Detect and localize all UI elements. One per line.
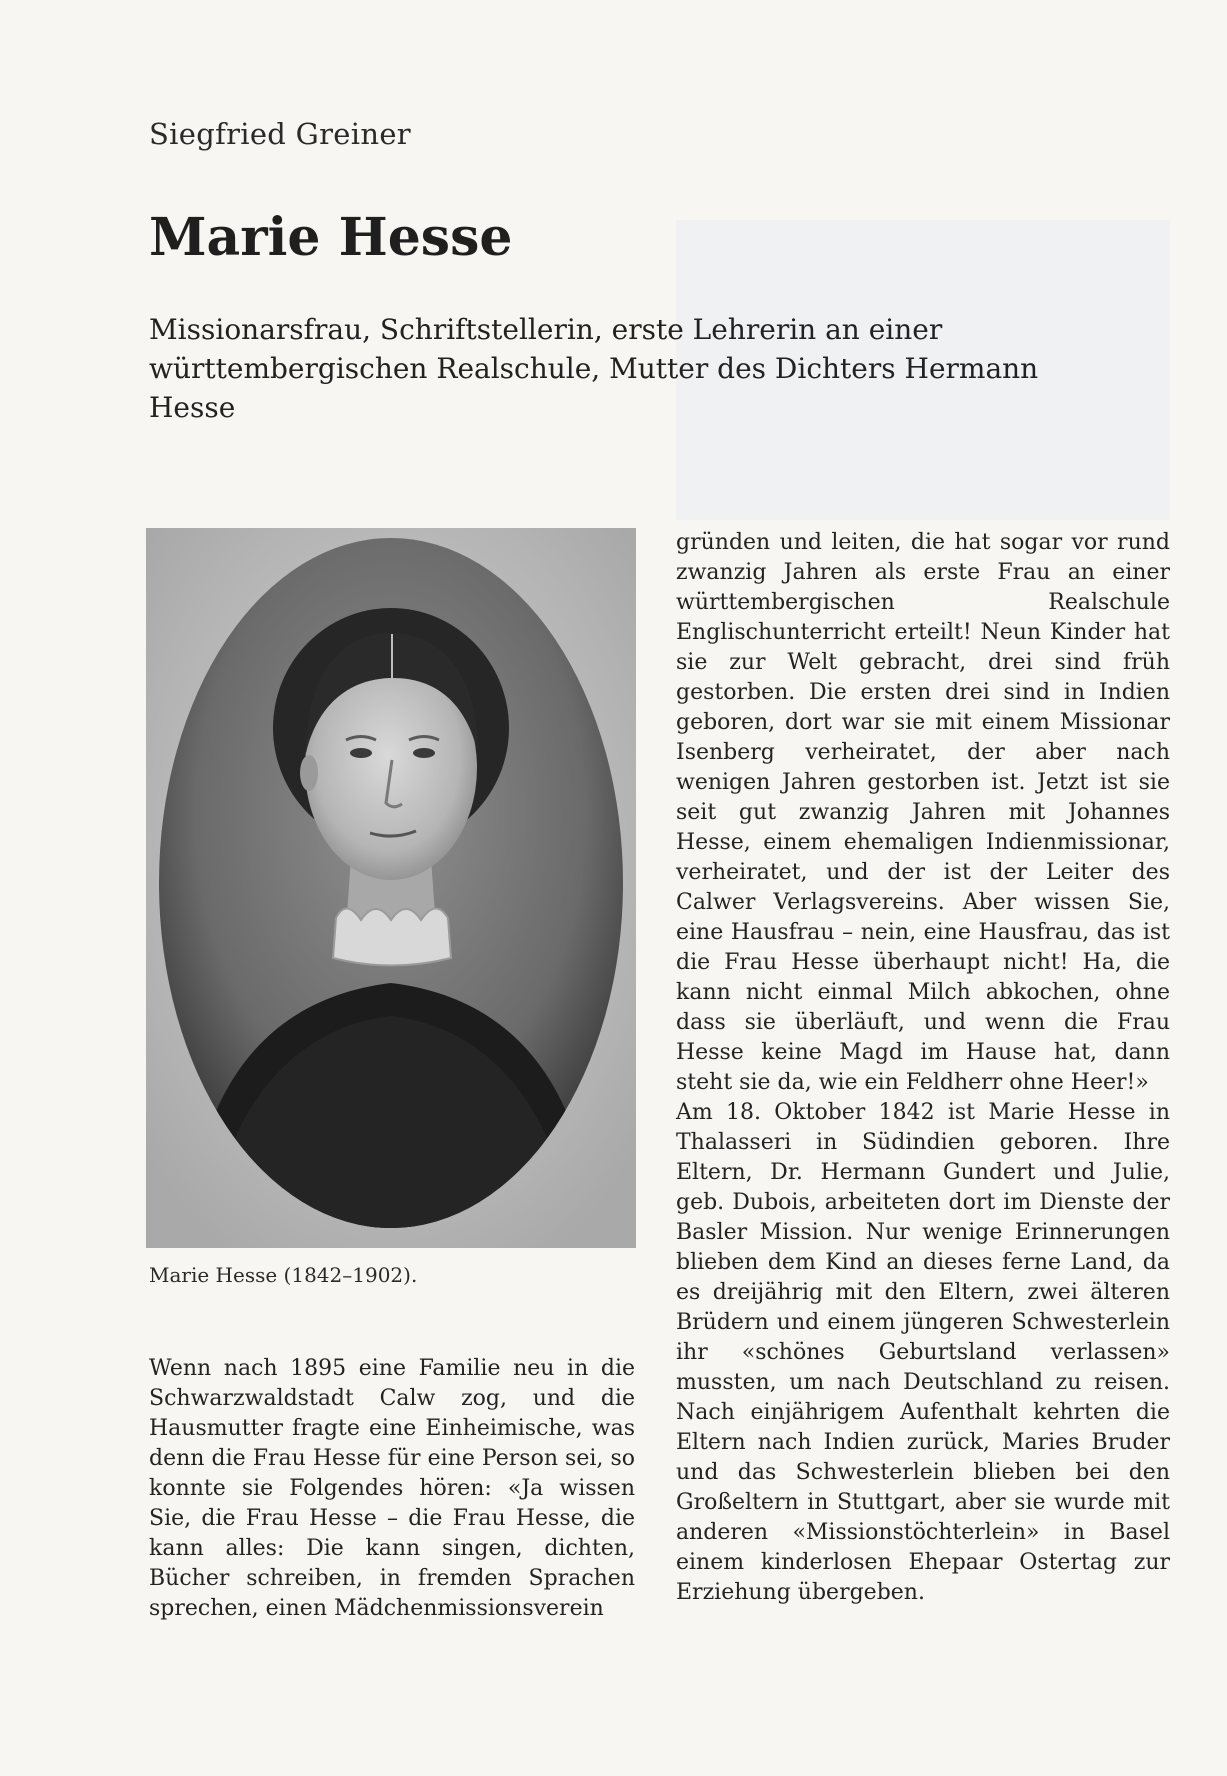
article-subtitle: Missionarsfrau, Schriftstellerin, erste Lehrerin an einer württembergischen Realschule, Mutter des Dichters Hermann Hesse (149, 313, 1039, 424)
figure-caption: Marie Hesse (1842–1902). (149, 1263, 418, 1287)
author-name: Siegfried Greiner (149, 117, 411, 151)
article-title: Marie Hesse (149, 207, 513, 268)
left-column-text: Wenn nach 1895 eine Familie neu in die Schwarzwaldstadt Calw zog, und die Hausmutter fragte eine Einheimische, was denn die Frau Hesse für eine Person sei, so konnte sie Folgendes hören: «Ja wissen Sie, die Frau Hesse – die Frau Hesse, die kann alles: Die kann singen, dichten, Bücher schreiben, in fremden Sprachen sprechen, einen Mädchenmissionsverein (149, 1356, 635, 1621)
right-column (676, 528, 1170, 1608)
right-column-paragraph-2: Am 18. Oktober 1842 ist Marie Hesse in Thalasseri in Südindien geboren. Ihre Eltern, Dr. Hermann Gundert und Julie, geb. Dubois, arbeiteten dort im Dienste der Basler Mission. Nur wenige Erinnerungen blieben dem Kind an dieses ferne Land, da es dreijährig mit den Eltern, zwei älteren Brüdern und einem jüngeren Schwesterlein ihr «schönes Geburtsland verlassen» mussten, um nach Deutschland zu reisen. Nach einjährigem Aufenthalt kehrten die Eltern nach Indien zurück, Maries Bruder und das Schwesterlein blieben bei den Großeltern in Stuttgart, aber sie wurde mit anderen «Missionstöchterlein» in Basel einem kinderlosen Ehepaar Ostertag zur Erziehung übergeben. (676, 1100, 1170, 1605)
right-column-paragraph-1: gründen und leiten, die hat sogar vor rund zwanzig Jahren als erste Frau an einer württembergischen Realschule Englischunterricht erteilt! Neun Kinder hat sie zur Welt gebracht, drei sind früh gestorben. Die ersten drei sind in Indien geboren, dort war sie mit einem Missionar Isenberg verheiratet, der aber nach wenigen Jahren gestorben ist. Jetzt ist sie seit gut zwanzig Jahren mit Johannes Hesse, einem ehemaligen Indienmissionar, verheiratet, und der ist der Leiter des Calwer Verlagsvereins. Aber wissen Sie, eine Hausfrau – nein, eine Hausfrau, das ist die Frau Hesse überhaupt nicht! Ha, die kann nicht einmal Milch abkochen, ohne dass sie überläuft, und wenn die Frau Hesse keine Magd im Hause hat, dann steht sie da, wie ein Feldherr ohne Heer!» (676, 530, 1170, 1095)
left-column (149, 1354, 635, 1624)
portrait-photo (146, 528, 636, 1248)
